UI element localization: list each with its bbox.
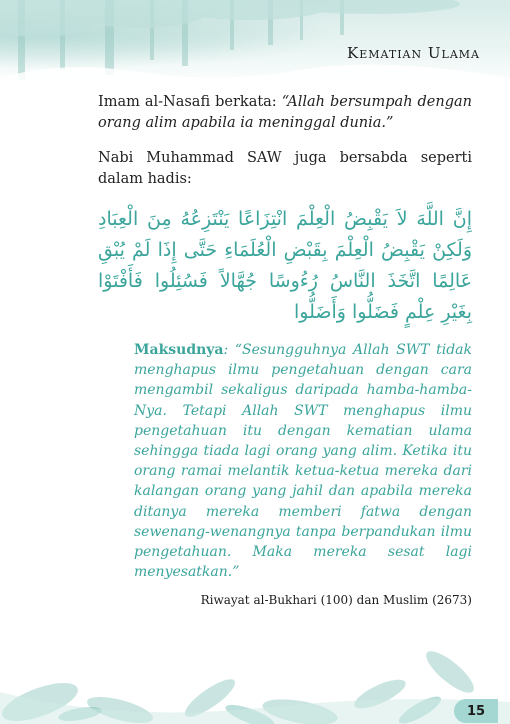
paragraph-imam-nasafi (98, 92, 472, 134)
footer-leaves-illustration (0, 632, 510, 724)
imam-nasafi-quote: “Allah bersumpah dengan orang alim apabila ia meninggal dunia.” (98, 94, 472, 131)
hadith-citation: Riwayat al-Bukhari (100) dan Muslim (2673) (200, 593, 472, 608)
page-number: 15 (454, 699, 498, 723)
arabic-hadith-text: إِنَّ اللَّهَ لاَ يَقْبِضُ الْعِلْمَ انْتِزَاعًا يَنْتَزِعُهُ مِنَ الْعِبَادِ وَلَكِنْ يَقْبِضُ الْعِلْمَ بِقَبْضِ الْعُلَمَاءِ حَتَّى إِذَا لَمْ يُبْقِ عَالِمًا اتَّخَذَ النَّاسُ رُءُوسًا جُهَّالاً فَسُئِلُوا فَأَفْتَوْا بِغَيْرِ عِلْمٍ فَضَلُّوا وَأَضَلُّوا (98, 208, 472, 323)
page-content (98, 92, 472, 611)
chapter-title: Kematian Ulama (347, 44, 480, 62)
leaves-graphic (0, 632, 510, 724)
hadith-translation (134, 340, 472, 611)
header-forest-illustration (0, 0, 510, 88)
translation-text: : “Sesungguhnya Allah SWT tidak menghapus ilmu pengetahuan dengan cara mengambil sekaligus daripada hamba-hamba-Nya. Tetapi Allah SWT menghapus ilmu pengetahuan itu dengan kematian ulama sehingga tiada lagi orang yang alim. Ketika itu orang ramai melantik ketua-ketua mereka dari kalangan orang yang jahil dan apabila mereka ditanya mereka memberi fatwa dengan sewenang-wenangnya tanpa berpandukan ilmu pengetahuan. Maka mereka sesat lagi menyesatkan.” (134, 342, 472, 581)
paragraph-hadith-intro: Nabi Muhammad SAW juga bersabda seperti dalam hadis: (98, 150, 472, 187)
paragraph-imam-nasafi-prefix: Imam al-Nasafi berkata: (98, 94, 282, 110)
translation-lead: Maksudnya (134, 342, 224, 358)
